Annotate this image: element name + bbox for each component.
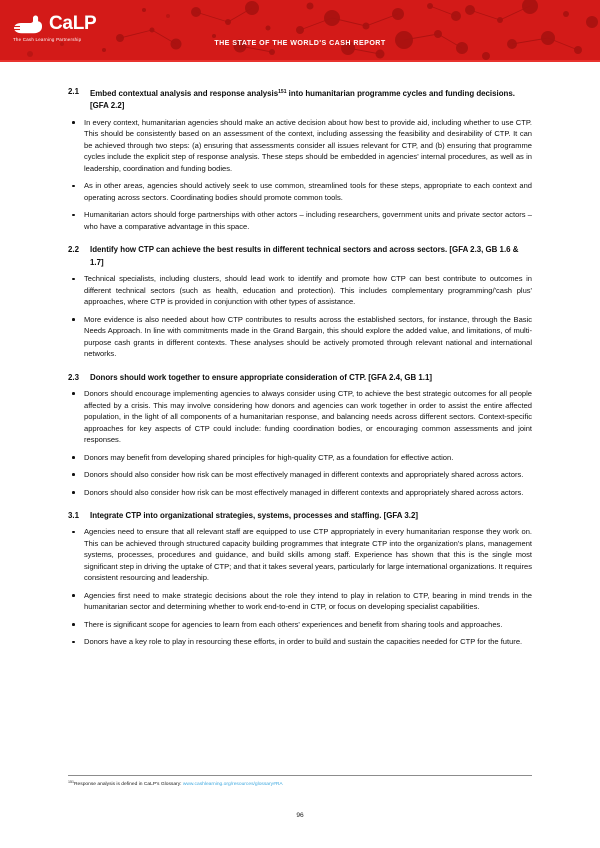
list-item: Humanitarian actors should forge partnerships with other actors – including researchers, government units and private sector actors – who have a comparative advantage in this space. (68, 209, 532, 232)
section-number: 2.3 (68, 372, 79, 382)
calp-logo[interactable] (12, 12, 152, 48)
document-body (68, 86, 532, 658)
list-item: In every context, humanitarian agencies should make an active decision about how best to provide aid, including whether to use CTP. This should be consistently based on an assessment of the context, including assessing the feasibility and desirability of CTP. It can be achieved through two steps: (a) ensuring that assessments consider all issues relevant for CTP, and (b) ensuring that programme cycles include the explicit step of response analysis. These steps should be embedded in agencies' internal procedures, as well as in leadership, coordination and funding bodies. (68, 117, 532, 175)
footnote-text (68, 779, 532, 788)
list-item: Donors may benefit from developing shared principles for high-quality CTP, as a foundation for effective action. (68, 452, 532, 464)
page-header-band (0, 0, 600, 62)
section-number: 2.2 (68, 245, 79, 255)
section-heading-2-1 (68, 86, 532, 113)
section-heading-2-3 (68, 372, 532, 384)
bullet-list-2-1 (68, 117, 532, 233)
page-number: 96 (296, 812, 304, 819)
section-number: 2.1 (68, 87, 79, 96)
footnote-number: 151 (68, 780, 74, 784)
list-item: Technical specialists, including clusters, should lead work to identify and promote how CTP can best contribute to outcomes in different technical sectors (such as health, education and protection). This includes complementary programming/'cash plus' approaches, where CTP is provided in conjunction with other types of assistance. (68, 273, 532, 308)
list-item: More evidence is also needed about how CTP contributes to results across the established sectors, for instance, through the Basic Needs Approach. In line with commitments made in the Grand Bargain, this should explore the added value, and limitations, of multi-purpose cash grants in different contexts. These analyses should be actively promoted through relevant national and international networks. (68, 314, 532, 360)
section-2-1 (68, 86, 532, 232)
list-item: Donors have a key role to play in resourcing these efforts, in order to build and sustain the capacities needed for CTP for the future. (68, 636, 532, 648)
bullet-list-2-3 (68, 388, 532, 498)
list-item: As in other areas, agencies should actively seek to use common, streamlined tools for these steps, appropriate to each context and operating across sectors. Coordinating bodies should promote common tools. (68, 180, 532, 203)
bullet-list-2-2 (68, 273, 532, 360)
list-item: Donors should encourage implementing agencies to always consider using CTP, to achieve the best strategic outcomes for all people affected by a crisis. This may involve considering how donors and agencies can work together in order to assist the entire affected population, in the light of all components of a humanitarian response, and balancing needs across different sectors. Context-specific approaches for key aspects of CTP could include: funding coordination bodies, or encouraging common assessments and joint responses. (68, 388, 532, 446)
section-2-3 (68, 372, 532, 498)
section-2-2 (68, 244, 532, 359)
list-item: Donors should also consider how risk can be most effectively managed in different contexts and appropriately shared across actors. (68, 469, 532, 481)
footnote-link[interactable]: www.cashlearning.org/resources/glossary#RA (182, 782, 283, 787)
footnote-divider (68, 775, 532, 776)
heading-part-1: Embed contextual analysis and response analysis (90, 89, 279, 98)
bullet-list-3-1 (68, 526, 532, 648)
footnote-area (68, 775, 532, 788)
heading-part-2: into humanitarian programme cycles and funding decisions. [GFA 2.2] (90, 89, 515, 111)
list-item: Agencies first need to make strategic decisions about the role they intend to play in relation to CTP, bearing in mind trends in the humanitarian sector and determining whether to work end-to-end in CTP, or focus on developing specialist capabilities. (68, 590, 532, 613)
list-item: There is significant scope for agencies to learn from each others' experiences and benefit from sharing tools and approaches. (68, 619, 532, 631)
list-item: Agencies need to ensure that all relevant staff are equipped to use CTP appropriately in every humanitarian response they work on. This can be achieved through structured capacity building programmes that integrate CTP into the organization's plans, management systems, processes, procedures and guidance, and build skills among staff. Experience has shown that this is the single most significant step in driving the uptake of CTP; and that it takes several years, particularly for large international organizations. It requires consistent resourcing and leadership. (68, 526, 532, 584)
section-3-1 (68, 510, 532, 648)
footnote-body: Response analysis is defined in CaLP's Glossary: (74, 782, 183, 787)
section-heading-text: Integrate CTP into organizational strategies, systems, processes and staffing. [GFA 3.2] (90, 511, 418, 521)
section-heading-text: Identify how CTP can achieve the best results in different technical sectors and across sectors. [GFA 2.3, GB 1.6 & 1.7] (90, 245, 519, 267)
logo-tagline: The Cash Learning Partnership (13, 37, 82, 42)
header-bottom-rule (0, 60, 600, 62)
report-title: THE STATE OF THE WORLD'S CASH REPORT (214, 39, 386, 47)
section-heading-text (90, 86, 532, 113)
hand-icon (12, 14, 46, 36)
logo-wordmark: CaLP (49, 13, 97, 34)
list-item: Donors should also consider how risk can be most effectively managed in different contexts and appropriately shared across actors. (68, 487, 532, 499)
section-heading-text: Donors should work together to ensure appropriate consideration of CTP. [GFA 2.4, GB 1.1] (90, 372, 432, 382)
section-heading-2-2 (68, 244, 532, 269)
footnote-reference-marker[interactable]: 151 (278, 89, 287, 95)
section-heading-3-1 (68, 510, 532, 522)
section-number: 3.1 (68, 511, 79, 521)
